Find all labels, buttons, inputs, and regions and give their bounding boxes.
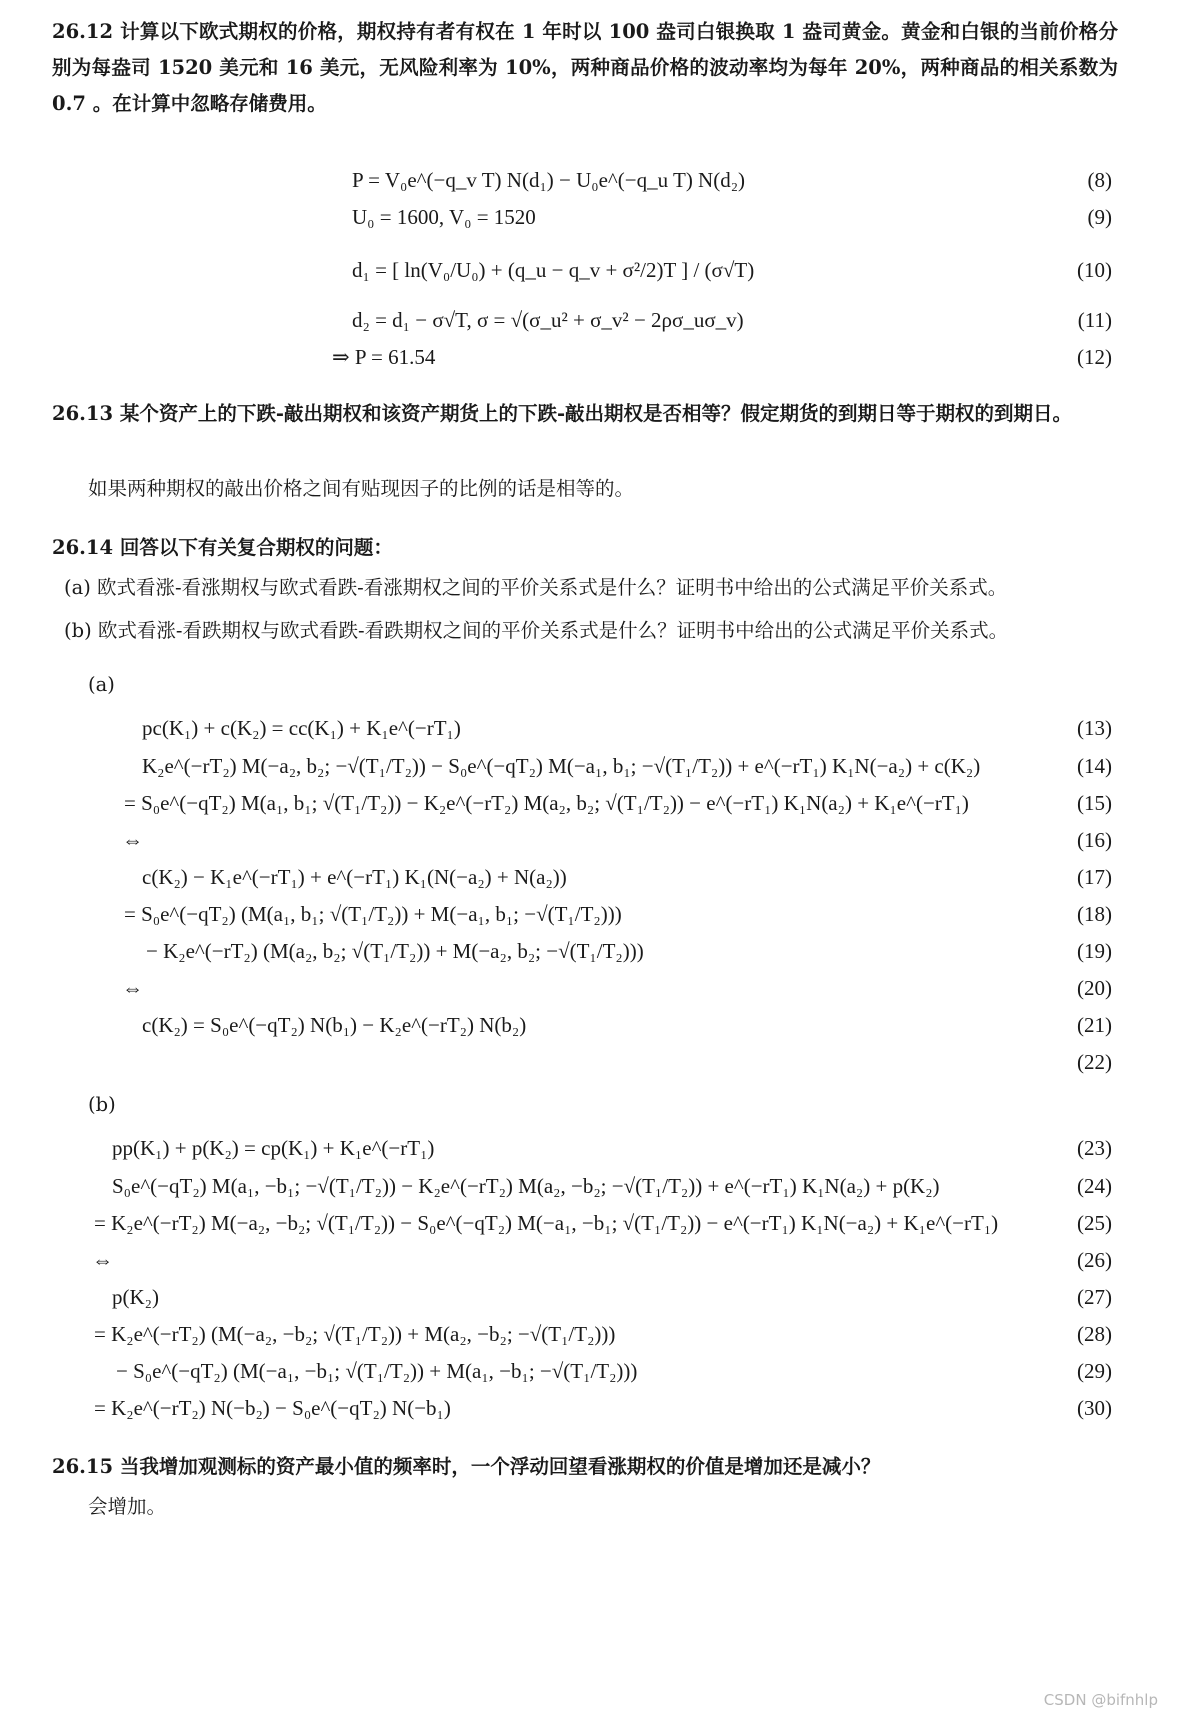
question-26-14: 26.14 回答以下有关复合期权的问题： [52,536,393,559]
equation-30: = K₂e^(−rT₂) N(−b₂) − S₀e^(−qT₂) N(−b₁) [94,1396,451,1420]
equation-10: d₁ = [ ln(V₀/U₀) + (q_u − q_v + σ²/2)T ] / (σ√T) [352,258,755,282]
equation-number: (19) [1077,939,1112,963]
answer-26-13: 如果两种期权的敲出价格之间有贴现因子的比例的话是相等的。 [88,477,635,500]
equation-26: ⇔ [92,1248,113,1272]
equation-number: (26) [1077,1248,1112,1272]
equation-number: (14) [1077,754,1112,778]
question-26-14-part-a: (a) 欧式看涨-看涨期权与欧式看跌-看涨期权之间的平价关系式是什么？证明书中给出的公式满足平价关系式。 [64,576,1008,599]
equation-18: = S₀e^(−qT₂) (M(a₁, b₁; √(T₁/T₂)) + M(−a₁, b₁; −√(T₁/T₂))) [124,902,622,926]
answer-26-15: 会增加。 [88,1495,167,1518]
part-a-label: (a) [88,673,115,696]
equation-number: (20) [1077,976,1112,1000]
equation-number: (16) [1077,828,1112,852]
equation-24: S₀e^(−qT₂) M(a₁, −b₁; −√(T₁/T₂)) − K₂e^(−rT₂) M(a₂, −b₂; −√(T₁/T₂)) + e^(−rT₁) K₁N(a₂) + p(K₂) [112,1174,940,1198]
equation-number: (12) [1077,345,1112,369]
equation-number: (9) [1087,205,1112,229]
question-26-12: 26.12 计算以下欧式期权的价格，期权持有者有权在 1 年时以 100 盎司白银换取 1 盎司黄金。黄金和白银的当前价格分别为每盎司 1520 美元和 16 美元，无风险利率为 10%，两种商品价格的波动率均为每年 20%，两种商品的相关系数为 0.7 。在计算中忽略存储费用。 [52,20,1118,115]
equation-number: (27) [1077,1285,1112,1309]
equation-20: ⇔ [122,976,143,1000]
equation-15: = S₀e^(−qT₂) M(a₁, b₁; √(T₁/T₂)) − K₂e^(−rT₂) M(a₂, b₂; √(T₁/T₂)) − e^(−rT₁) K₁N(a₂) + K₁e^(−rT₁) [124,791,969,815]
equation-number: (8) [1087,168,1112,192]
equation-19: − K₂e^(−rT₂) (M(a₂, b₂; √(T₁/T₂)) + M(−a₂, b₂; −√(T₁/T₂))) [146,939,644,963]
equation-14: K₂e^(−rT₂) M(−a₂, b₂; −√(T₁/T₂)) − S₀e^(−qT₂) M(−a₁, b₁; −√(T₁/T₂)) + e^(−rT₁) K₁N(−a₂) + c(K₂) [142,754,981,778]
equation-number: (29) [1077,1359,1112,1383]
watermark: CSDN @bifnhlp [1043,1691,1158,1709]
equation-8: P = V₀e^(−q_v T) N(d₁) − U₀e^(−q_u T) N(d₂) [352,168,746,192]
equation-number: (30) [1077,1396,1112,1420]
equation-number: (21) [1077,1013,1112,1037]
equation-number: (11) [1077,308,1112,332]
equation-29: − S₀e^(−qT₂) (M(−a₁, −b₁; √(T₁/T₂)) + M(a₁, −b₁; −√(T₁/T₂))) [116,1359,638,1383]
equation-number: (25) [1077,1211,1112,1235]
equation-28: = K₂e^(−rT₂) (M(−a₂, −b₂; √(T₁/T₂)) + M(a₂, −b₂; −√(T₁/T₂))) [94,1322,616,1346]
equation-9: U₀ = 1600, V₀ = 1520 [352,205,536,229]
equation-13: pc(K₁) + c(K₂) = cc(K₁) + K₁e^(−rT₁) [142,716,461,740]
equation-number: (28) [1077,1322,1112,1346]
equation-number: (13) [1077,716,1112,740]
part-b-label: (b) [88,1093,116,1116]
equation-21: c(K₂) = S₀e^(−qT₂) N(b₁) − K₂e^(−rT₂) N(b₂) [142,1013,527,1037]
question-26-14-part-b: (b) 欧式看涨-看跌期权与欧式看跌-看跌期权之间的平价关系式是什么？证明书中给出的公式满足平价关系式。 [64,619,1009,642]
equation-number: (23) [1077,1136,1112,1160]
equation-27: p(K₂) [112,1285,159,1309]
question-26-13: 26.13 某个资产上的下跌-敲出期权和该资产期货上的下跌-敲出期权是否相等？假定期货的到期日等于期权的到期日。 [52,402,1073,425]
equation-17: c(K₂) − K₁e^(−rT₁) + e^(−rT₁) K₁(N(−a₂) + N(a₂)) [142,865,567,889]
equation-25: = K₂e^(−rT₂) M(−a₂, −b₂; √(T₁/T₂)) − S₀e^(−qT₂) M(−a₁, −b₁; √(T₁/T₂)) − e^(−rT₁) K₁N(−a₂) + K₁e^(−rT₁) [94,1211,999,1235]
equation-number: (22) [1077,1050,1112,1074]
equation-23: pp(K₁) + p(K₂) = cp(K₁) + K₁e^(−rT₁) [112,1136,435,1160]
equation-number: (17) [1077,865,1112,889]
equation-12: ⇒ P = 61.54 [332,345,436,369]
equation-number: (18) [1077,902,1112,926]
question-26-15: 26.15 当我增加观测标的资产最小值的频率时，一个浮动回望看涨期权的价值是增加还是减小？ [52,1455,881,1478]
equation-16: ⇔ [122,828,143,852]
equation-number: (15) [1077,791,1112,815]
equation-number: (24) [1077,1174,1112,1198]
equation-11: d₂ = d₁ − σ√T, σ = √(σ_u² + σ_v² − 2ρσ_uσ_v) [352,308,744,332]
equation-number: (10) [1077,258,1112,282]
